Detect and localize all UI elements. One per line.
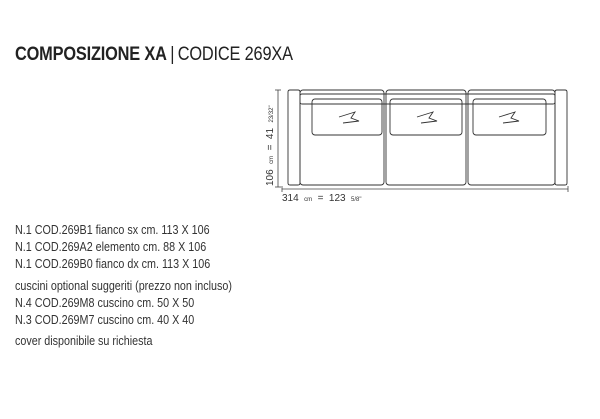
width-in-frac: 5/8" [351, 197, 362, 203]
depth-in: 41 [265, 127, 276, 140]
width-cm: 314 [282, 193, 299, 204]
sofa-outline [288, 90, 567, 185]
depth-cm-unit: cm [269, 155, 275, 164]
page-title [15, 44, 293, 66]
cover-note: cover disponibile su richiesta [15, 334, 153, 348]
right-arm [555, 90, 567, 185]
width-label [282, 188, 362, 205]
cushion-line: N.4 COD.269M8 cuscino cm. 50 X 50 [15, 296, 195, 310]
width-equals-sign: = [317, 193, 324, 204]
left-arm [288, 90, 300, 185]
composition-code: CODICE 269XA [177, 44, 293, 65]
sofa-plan-drawing [255, 82, 580, 207]
composition-name: COMPOSIZIONE XA [15, 44, 167, 65]
cushions-heading: cuscini optional suggeriti (prezzo non incluso) [15, 279, 232, 293]
title-separator: | [170, 44, 175, 65]
element-line: N.1 COD.269B1 fianco sx cm. 113 X 106 [15, 223, 210, 237]
depth-equals-sign: = [265, 144, 276, 151]
depth-in-frac: 23/32" [269, 105, 275, 123]
depth-label [260, 105, 277, 186]
width-cm-unit: cm [304, 197, 313, 203]
cushion-crease-center [417, 112, 437, 123]
element-line: N.1 COD.269A2 elemento cm. 88 X 106 [15, 240, 207, 254]
depth-cm: 106 [265, 169, 276, 186]
cushion-crease-right [499, 112, 519, 123]
width-in: 123 [328, 193, 346, 204]
cushion-crease-left [339, 112, 359, 123]
element-line: N.1 COD.269B0 fianco dx cm. 113 X 106 [15, 257, 211, 271]
cushion-line: N.3 COD.269M7 cuscino cm. 40 X 40 [15, 313, 195, 327]
